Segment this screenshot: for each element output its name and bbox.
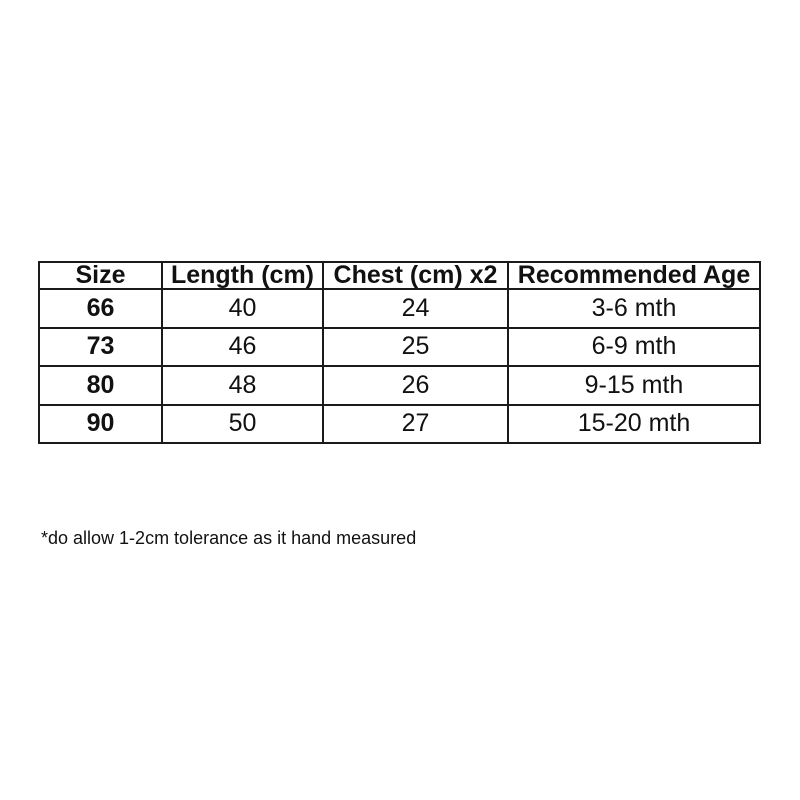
header-chest: Chest (cm) x2 [323,262,508,289]
cell-chest: 25 [323,328,508,367]
header-recommended-age: Recommended Age [508,262,760,289]
size-chart-table [38,261,761,444]
cell-age: 15-20 mth [508,405,760,444]
table-row [39,289,760,328]
cell-length: 46 [162,328,323,367]
cell-length: 40 [162,289,323,328]
header-length: Length (cm) [162,262,323,289]
cell-chest: 24 [323,289,508,328]
cell-size: 66 [39,289,162,328]
cell-chest: 27 [323,405,508,444]
cell-length: 48 [162,366,323,405]
table-row [39,366,760,405]
cell-chest: 26 [323,366,508,405]
table-row [39,405,760,444]
tolerance-footnote: *do allow 1-2cm tolerance as it hand measured [41,528,417,548]
cell-age: 3-6 mth [508,289,760,328]
cell-age: 6-9 mth [508,328,760,367]
table-header-row [39,262,760,289]
cell-size: 80 [39,366,162,405]
cell-length: 50 [162,405,323,444]
cell-size: 90 [39,405,162,444]
cell-size: 73 [39,328,162,367]
cell-age: 9-15 mth [508,366,760,405]
table-row [39,328,760,367]
header-size: Size [39,262,162,289]
